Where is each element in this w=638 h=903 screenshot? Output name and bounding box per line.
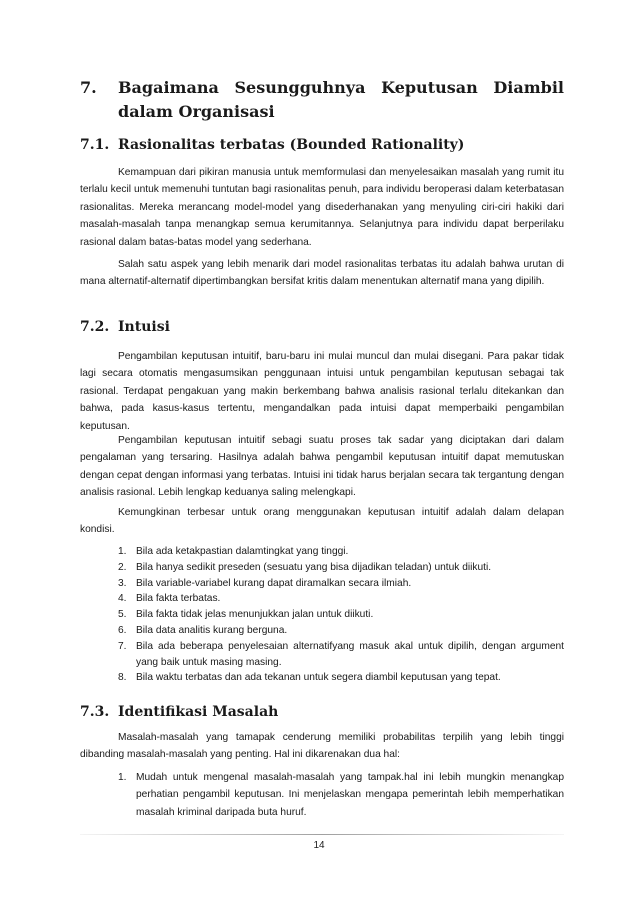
paragraph: Pengambilan keputusan intuitif sebagi suatu proses tak sadar yang diciptakan dari dalam pengalaman yang tersaring. Hasilnya adalah bahwa pengambil keputusan intuitif dapat memutuskan dengan cepat dengan informasi yang terbatas. Intuisi ini tidak harus berjalan secara tak tergantung dengan analisis rasional. Lebih lengkap keduanya saling melengkapi. [80, 435, 564, 499]
reasons-list [118, 769, 564, 821]
list-item: 2. Bila hanya sedikit preseden (sesuatu yang bisa dijadikan teladan) untuk diikuti. [118, 561, 492, 573]
list-item: 7. Bila ada beberapa penyelesaian alternatifyang masuk akal untuk dipilih, dengan argument yang baik untuk masing masing. [118, 640, 564, 668]
footer-divider [80, 834, 564, 835]
list-item: 1. Bila ada ketakpastian dalamtingkat yang tinggi. [118, 546, 349, 557]
subsection-7-2-heading [80, 318, 170, 336]
subsection-7-3-heading [80, 703, 278, 721]
subsection-number: 7.1. [80, 137, 110, 153]
list-item: 5. Bila fakta tidak jelas menunjukkan jalan untuk diikuti. [118, 609, 374, 621]
list-item: 6. Bila data analitis kurang berguna. [118, 624, 288, 636]
section-title: Bagaimana Sesungguhnya Keputusan Diambil dalam Organisasi [118, 78, 564, 121]
section-7-heading [80, 76, 564, 124]
list-item: 3. Bila variable-variabel kurang dapat diramalkan secara ilmiah. [118, 577, 412, 589]
paragraph: Pengambilan keputusan intuitif, baru-baru ini mulai muncul dan mulai disegani. Para pakar tidak lagi secara otomatis mengasumsikan penggunaan intuisi untuk pengambilan keputusan sebagai tak rasional. Terdapat pengakuan yang makin berkembang bahwa analisis rasional terlalu ditekankan dan bahwa, pada kasus-kasus tertentu, mengandalkan pada intuisi dapat memperbaiki pengambilan keputusan. [80, 351, 564, 432]
conditions-list [118, 544, 564, 686]
section-number: 7. [80, 78, 97, 97]
list-item: 4. Bila fakta terbatas. [118, 593, 221, 605]
paragraph: Kemungkinan terbesar untuk orang menggunakan keputusan intuitif adalah dalam delapan kondisi. [80, 507, 564, 536]
paragraph: Salah satu aspek yang lebih menarik dari model rasionalitas terbatas itu adalah bahwa urutan di mana alternatif-alternatif dipertimbangkan bersifat kritis dalam menentukan alternatif mana yang dipilih. [80, 259, 564, 288]
paragraph: Kemampuan dari pikiran manusia untuk memformulasi dan menyelesaikan masalah yang rumit itu terlalu kecil untuk memenuhi tuntutan bagi rasionalitas penuh, para individu beroperasi dalam keterbatasan rasionalitas. Mereka merancang model-model yang disederhanakan yang menyuling ciri-ciri hakiki dari masalah-masalah tanpa menangkap semua kerumitannya. Selanjutnya para individu dapat berperilaku rasional dalam batas-batas model yang sederhana. [80, 167, 564, 248]
subsection-title: Identifikasi Masalah [118, 704, 279, 720]
subsection-number: 7.3. [80, 704, 110, 720]
page-number: 14 [313, 840, 325, 851]
list-item: 8. Bila waktu terbatas dan ada tekanan untuk segera diambil keputusan yang tepat. [118, 672, 501, 684]
list-item: 1. Mudah untuk mengenal masalah-masalah yang tampak.hal ini lebih mungkin menangkap perhatian pengambil keputusan. Ini menjelaskan mengapa pemerintah lebih memperhatikan masalah kriminal daripada buta huruf. [118, 772, 564, 818]
subsection-title: Rasionalitas terbatas (Bounded Rationality) [118, 137, 465, 153]
paragraph: Masalah-masalah yang tamapak cenderung memiliki probabilitas terpilih yang lebih tinggi dibanding masalah-masalah yang penting. Hal ini dikarenakan dua hal: [80, 732, 564, 761]
subsection-7-1-heading [80, 136, 464, 154]
subsection-title: Intuisi [118, 319, 170, 335]
subsection-number: 7.2. [80, 319, 110, 335]
